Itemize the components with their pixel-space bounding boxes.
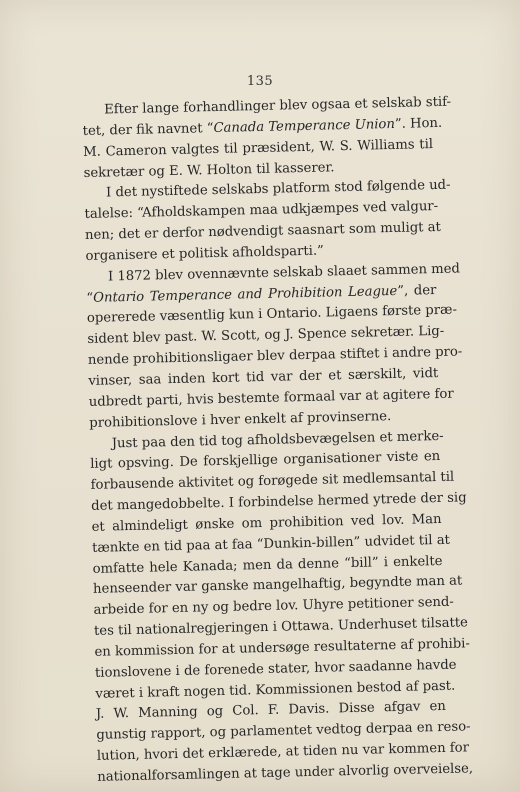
text-line: tet, der fik navnet “Canada Temperance Union”. Hon. — [82, 115, 443, 139]
text-line: tionslovene i de forenede stater, hvor saadanne havde — [94, 657, 457, 681]
text-line: I 1872 blev ovennævnte selskab slaaet sammen med — [107, 261, 461, 285]
text-line: sident blev past. W. Scott, og J. Spence sekretær. Lig- — [87, 324, 445, 348]
text-line: udbredt parti, hvis bestemte formaal var at agitere for — [88, 386, 454, 410]
text-line: et almindeligt ønske om prohibition ved lov. Man — [91, 511, 442, 535]
text-line: tes til nationalregjeringen i Ottawa. Underhuset tilsatte — [93, 615, 469, 639]
text-line: “Ontario Temperance and Prohibition League”, der — [86, 282, 437, 306]
text-line: gunstig rapport, og parlamentet vedtog derpaa en reso- — [96, 719, 471, 744]
text-line: ligt opsving. De forskjellige organisationer viste en — [90, 449, 441, 473]
text-line: tænkte en tid paa at faa “Dunkin-billen” udvidet til at — [91, 532, 451, 556]
text-line: nen; det er derfor nødvendigt saasnart som muligt at — [84, 219, 442, 244]
text-line: det mangedobbelte. I forbindelse hermed ytrede der sig — [91, 490, 467, 514]
text-line: prohibitionslove i hver enkelt af provinserne. — [89, 408, 392, 431]
text-line: vinser, saa inden kort tid var der et særskilt, vidt — [88, 365, 439, 389]
text-line: opererede væsentlig kun i Ontario. Ligaens første præ- — [86, 302, 458, 327]
text-line: lution, hvori det erklærede, at tiden nu var kommen for — [96, 740, 470, 764]
text-line: talelse: “Afholdskampen maa udkjæmpes ved valgur- — [84, 199, 439, 223]
text-line: henseender var ganske mangelhaftig, begyndte man at — [92, 573, 463, 598]
text-line: en kommission for at undersøge resultaterne af prohibi- — [94, 636, 471, 660]
text-line: været i kraft nogen tid. Kommissionen bestod af past. — [95, 678, 456, 702]
text-line: sekretær og E. W. Holton til kasserer. — [83, 159, 335, 181]
text-line: I det nystiftede selskabs platform stod følgende ud- — [105, 178, 451, 201]
text-line: forbausende aktivitet og forøgede sit medlemsantal til — [90, 469, 455, 494]
body-text — [82, 93, 474, 789]
page-number: 135 — [246, 74, 274, 89]
text-line: J. W. Manning og Col. F. Davis. Disse afgav en — [95, 699, 447, 723]
italic-name: Canada Temperance Union — [213, 116, 396, 136]
text-line: nationalforsamlingen at tage under alvorlig overveielse, — [97, 761, 474, 785]
text-line: organisere et politisk afholdsparti.” — [85, 243, 325, 264]
text-line: omfatte hele Kanada; men da denne “bill” i enkelte — [92, 553, 443, 577]
text-line: arbeide for en ny og bedre lov. Uhyre petitioner send- — [93, 594, 454, 619]
text-line: Just paa den tid tog afholdsbevægelsen et merke- — [111, 428, 444, 451]
text-line: Efter lange forhandlinger blev ogsaa et selskab stif- — [104, 94, 452, 118]
italic-name: Ontario Temperance and Prohibition League — [93, 283, 398, 306]
text-line: M. Cameron valgtes til præsident, W. S. Williams til — [82, 136, 434, 160]
text-line: nende prohibitionsligaer blev derpaa stiftet i andre pro- — [87, 344, 463, 369]
